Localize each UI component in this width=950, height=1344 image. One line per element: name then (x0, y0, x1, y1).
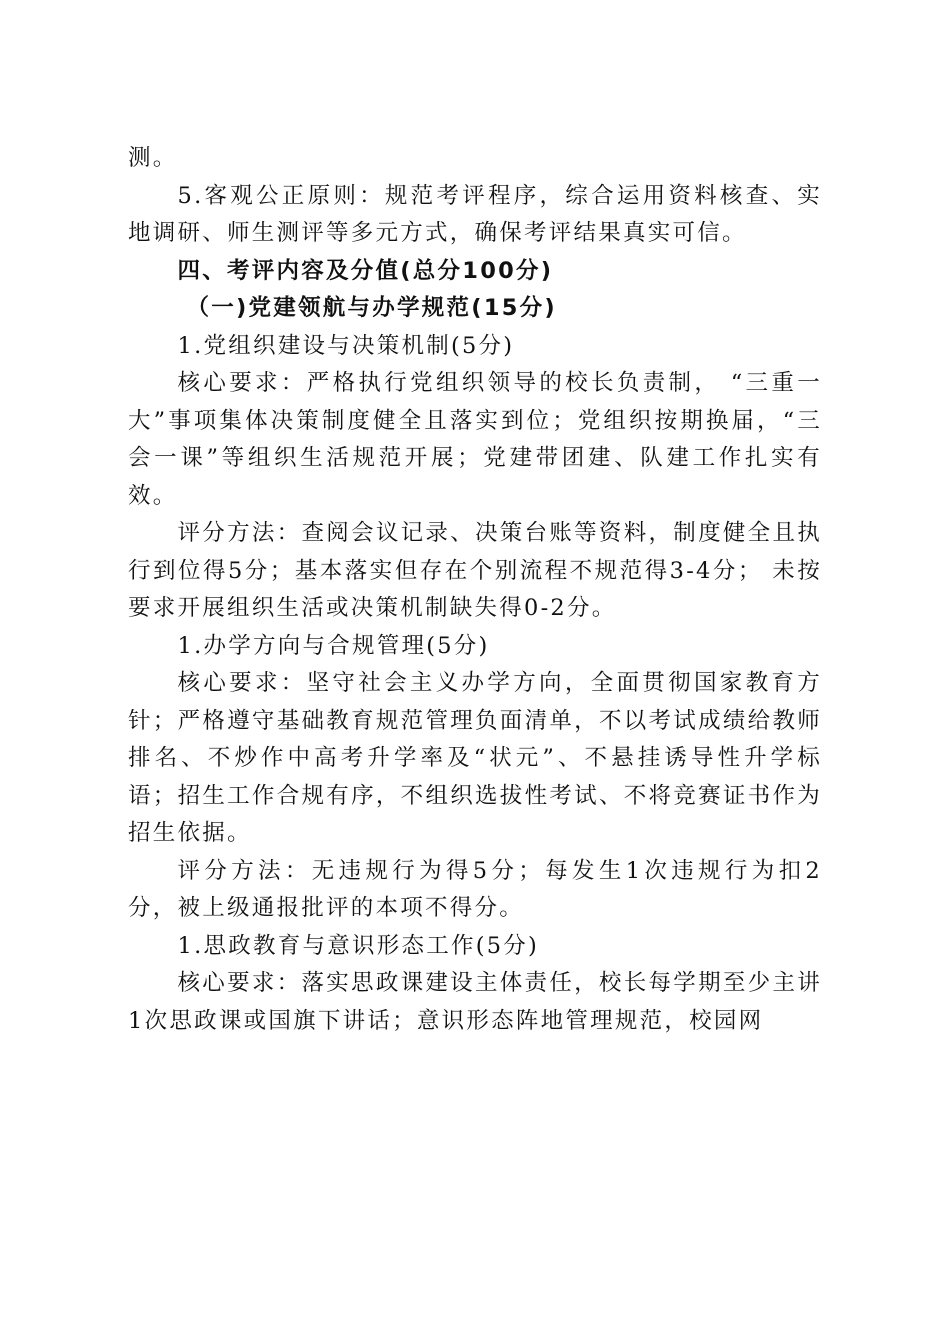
item-heading-ideology: 1.思政教育与意识形态工作(5分) (177, 932, 540, 959)
paragraph-scoring-method-2: 评分方法：无违规行为得5分；每发生1次违规行为扣2 分，被上级通报批评的本项不得分。 (128, 857, 822, 921)
item-heading-school-direction: 1.办学方向与合规管理(5分) (177, 632, 490, 659)
paragraph-core-requirement-1: 核心要求：严格执行党组织领导的校长负责制， “三重一大”事项集体决策制度健全且落实到位；党组织按期换届，“三会一课”等组织生活规范开展；党建带团建、队建工作扎实有效。 (128, 370, 822, 509)
paragraph-scoring-method-1: 评分方法：查阅会议记录、决策台账等资料，制度健全且执行到位得5分；基本落实但存在个别流程不规范得3-4分； 未按要求开展组织生活或决策机制缺失得0-2分。 (128, 520, 822, 621)
paragraph-core-requirement-2: 核心要求：坚守社会主义办学方向，全面贯彻国家教育方针；严格遵守基础教育规范管理负面清单，不以考试成绩给教师排名、不炒作中高考升学率及“状元”、不悬挂诱导性升学标语；招生工作合规有序，不组织选拔性考试、不将竞赛证书作为招生依据。 (128, 670, 822, 846)
item-heading-party-building: 1.党组织建设与决策机制(5分) (177, 332, 515, 359)
subsection-heading-1: （一)党建领航与办学规范(15分) (186, 295, 557, 321)
paragraph-continuation: 测。 (128, 145, 178, 171)
paragraph-principle-5: 5.客观公正原则：规范考评程序，综合运用资料核查、实地调研、师生测评等多元方式，确保考评结果真实可信。 (128, 182, 822, 246)
document-body (128, 140, 822, 1040)
paragraph-core-requirement-3: 核心要求：落实思政课建设主体责任，校长每学期至少主讲1次思政课或国旗下讲话；意识形态阵地管理规范，校园网 (128, 970, 822, 1034)
section-heading-4: 四、考评内容及分值(总分100分) (177, 257, 554, 284)
